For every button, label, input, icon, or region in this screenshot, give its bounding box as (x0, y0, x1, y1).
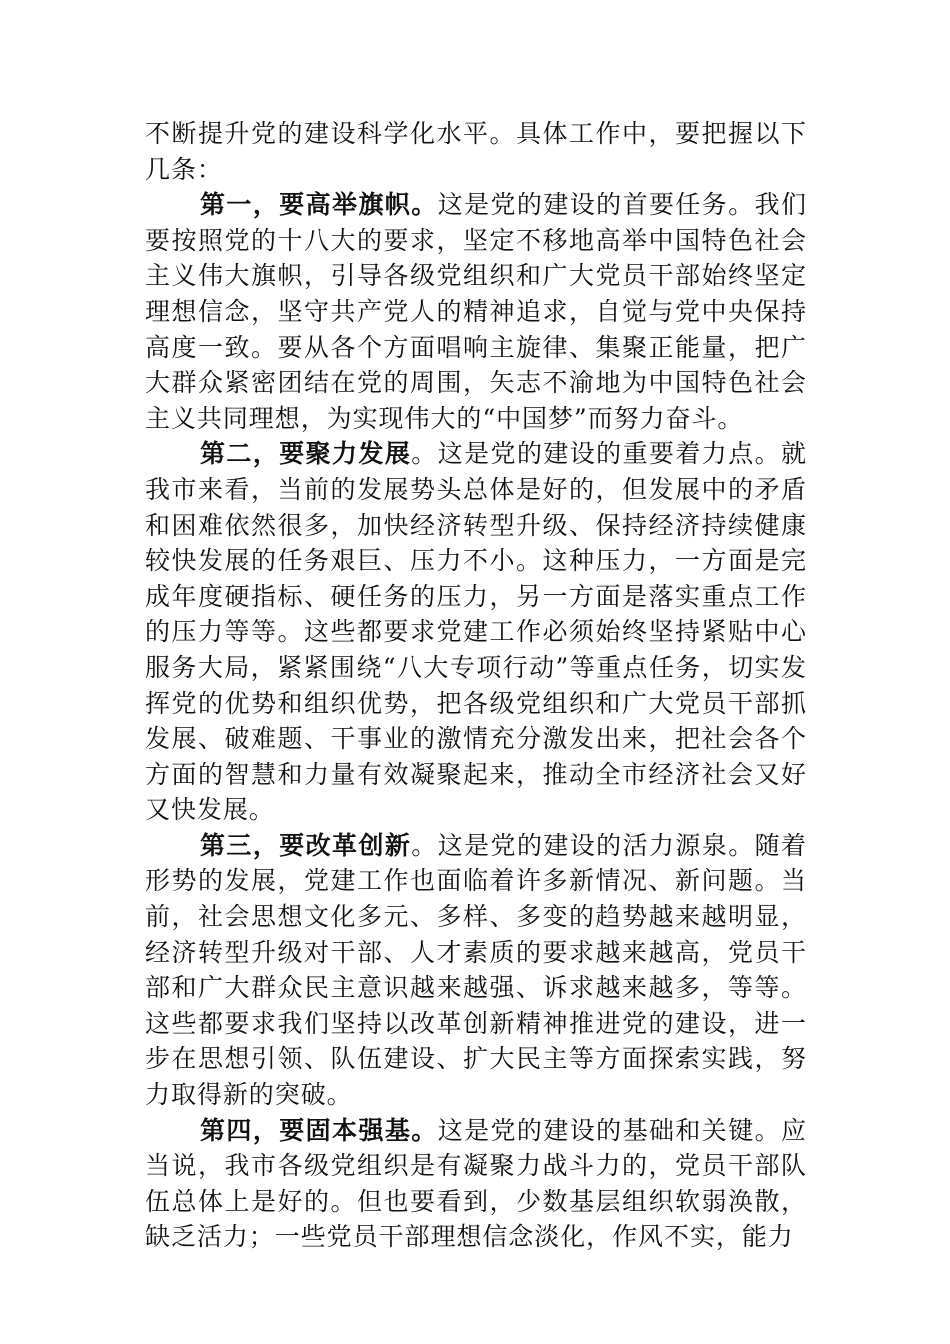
paragraph-point-1-text: 这是党的建设的首要任务。我们要按照党的十八大的要求，坚定不移地高举中国特色社会主义伟大旗帜，引导各级党组织和广大党员干部始终坚定理想信念，坚守共产党人的精神追求，自觉与党中央保持高度一致。要从各个方面唱响主旋律、集聚正能量，把广大群众紧密团结在党的周围，矢志不渝地为中国特色社会主义共同理想，为实现伟大的“中国梦”而努力奋斗。 (145, 190, 807, 433)
paragraph-intro-text: 不断提升党的建设科学化水平。具体工作中，要把握以下几条： (145, 119, 807, 184)
document-page (145, 116, 807, 1255)
paragraph-point-3 (145, 828, 807, 1113)
paragraph-point-2-text: 。这是党的建设的重要着力点。就我市来看，当前的发展势头总体是好的，但发展中的矛盾和困难依然很多，加快经济转型升级、保持经济持续健康较快发展的任务艰巨、压力不小。这种压力，一方面是完成年度硬指标、硬任务的压力，另一方面是落实重点工作的压力等等。这些都要求党建工作必须始终坚持紧贴中心服务大局，紧紧围绕“八大专项行动”等重点任务，切实发挥党的优势和组织优势，把各级党组织和广大党员干部抓发展、破难题、干事业的激情充分激发出来，把社会各个方面的智慧和力量有效凝聚起来，推动全市经济社会又好又快发展。 (145, 439, 807, 825)
paragraph-point-2-heading: 第二，要聚力发展 (200, 439, 412, 469)
paragraph-point-4 (145, 1113, 807, 1255)
paragraph-point-1-heading: 第一，要高举旗帜。 (200, 190, 438, 220)
paragraph-point-4-heading: 第四，要固本强基。 (200, 1115, 438, 1145)
paragraph-intro (145, 116, 807, 187)
paragraph-point-3-text: 。这是党的建设的活力源泉。随着形势的发展，党建工作也面临着许多新情况、新问题。当前，社会思想文化多元、多样、多变的趋势越来越明显，经济转型升级对干部、人才素质的要求越来越高，党员干部和广大群众民主意识越来越强、诉求越来越多，等等。这些都要求我们坚持以改革创新精神推进党的建设，进一步在思想引领、队伍建设、扩大民主等方面探索实践，努力取得新的突破。 (145, 830, 807, 1110)
paragraph-point-4-text: 这是党的建设的基础和关键。应当说，我市各级党组织是有凝聚力战斗力的，党员干部队伍总体上是好的。但也要看到，少数基层组织软弱涣散，缺乏活力；一些党员干部理想信念淡化，作风不实，能力 (145, 1115, 807, 1252)
paragraph-point-2 (145, 436, 807, 828)
paragraph-point-1 (145, 187, 807, 436)
paragraph-point-3-heading: 第三，要改革创新 (200, 830, 412, 860)
